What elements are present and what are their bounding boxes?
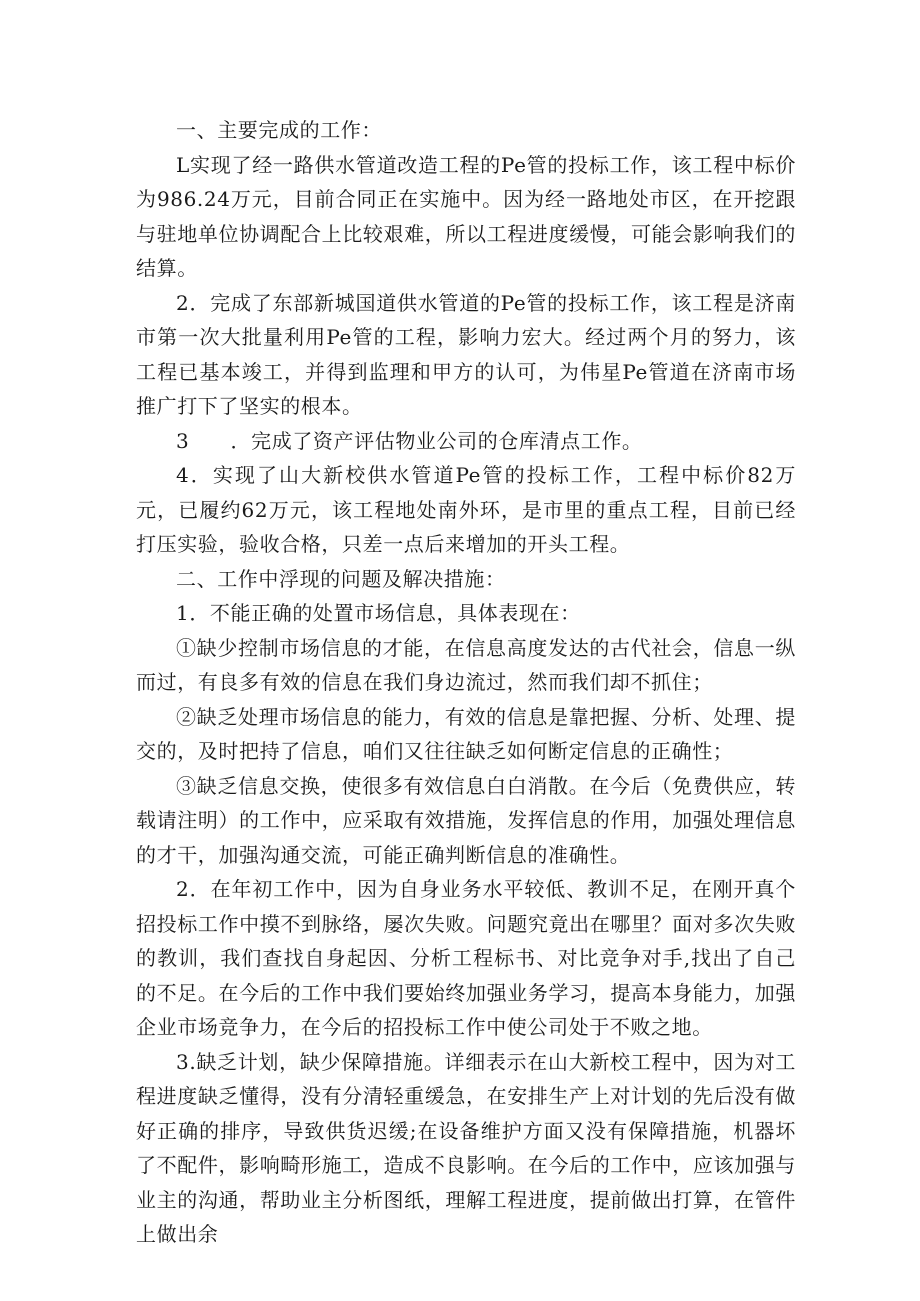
paragraph-problem-1-b: ②缺乏处理市场信息的能力，有效的信息是靠把握、分析、处理、提交的，及时把持了信息，咱们又往往缺乏如何断定信息的正确性； [136, 704, 796, 763]
heading-completed-work: 一、主要完成的工作： [176, 118, 382, 142]
paragraph-problem-1-c: ③缺乏信息交换，使很多有效信息白白消散。在今后（免费供应，转载请注明）的工作中，应采取有效措施，发挥信息的作用，加强处理信息的才干，加强沟通交流，可能正确判断信息的准确性。 [136, 773, 796, 867]
paragraph-item-2: 2．完成了东部新城国道供水管道的Pe管的投标工作，该工程是济南市第一次大批量利用Pe管的工程，影响力宏大。经过两个月的努力，该工程已基本竣工，并得到监理和甲方的认可，为伟星Pe管道在济南市场推广打下了坚实的根本。 [136, 290, 796, 418]
paragraph-item-4: 4．实现了山大新校供水管道Pe管的投标工作，工程中标价82万元，已履约62万元，该工程地处南外环，是市里的重点工程，目前已经打压实验，验收合格，只差一点后来增加的开头工程。 [136, 463, 796, 556]
paragraph-problem-2: 2．在年初工作中，因为自身业务水平较低、教训不足，在刚开真个招投标工作中摸不到脉络，屡次失败。问题究竟出在哪里？面对多次失败的教训，我们查找自身起因、分析工程标书、对比竞争对手,找出了自己的不足。在今后的工作中我们要始终加强业务学习，提高本身能力，加强企业市场竞争力，在今后的招投标工作中使公司处于不败之地。 [136, 877, 796, 1039]
paragraph-problem-1: 1．不能正确的处置市场信息，具体表现在： [176, 601, 581, 625]
paragraph-problem-1-a: ①缺少控制市场信息的才能，在信息高度发达的古代社会，信息一纵而过，有良多有效的信息在我们身边流过，然而我们却不抓住； [136, 635, 796, 694]
heading-problems-and-solutions: 二、工作中浮现的问题及解决措施： [176, 566, 506, 591]
paragraph-item-1: L实现了经一路供水管道改造工程的Pe管的投标工作，该工程中标价为986.24万元，目前合同正在实施中。因为经一路地处市区，在开挖跟与驻地单位协调配合上比较艰难，所以工程进度缓慢，可能会影响我们的结算。 [136, 152, 796, 280]
paragraph-item-3: 3 ．完成了资产评估物业公司的仓库清点工作。 [176, 428, 643, 453]
document-body [136, 113, 796, 1252]
paragraph-problem-3: 3.缺乏计划，缺少保障措施。详细表示在山大新校工程中，因为对工程进度缺乏懂得，没有分清轻重缓急，在安排生产上对计划的先后没有做好正确的排序，导致供货迟缓;在设备维护方面又没有保障措施，机器坏了不配件，影响畸形施工，造成不良影响。在今后的工作中，应该加强与业主的沟通，帮助业主分析图纸，理解工程进度，提前做出打算，在管件上做出余 [136, 1049, 796, 1246]
